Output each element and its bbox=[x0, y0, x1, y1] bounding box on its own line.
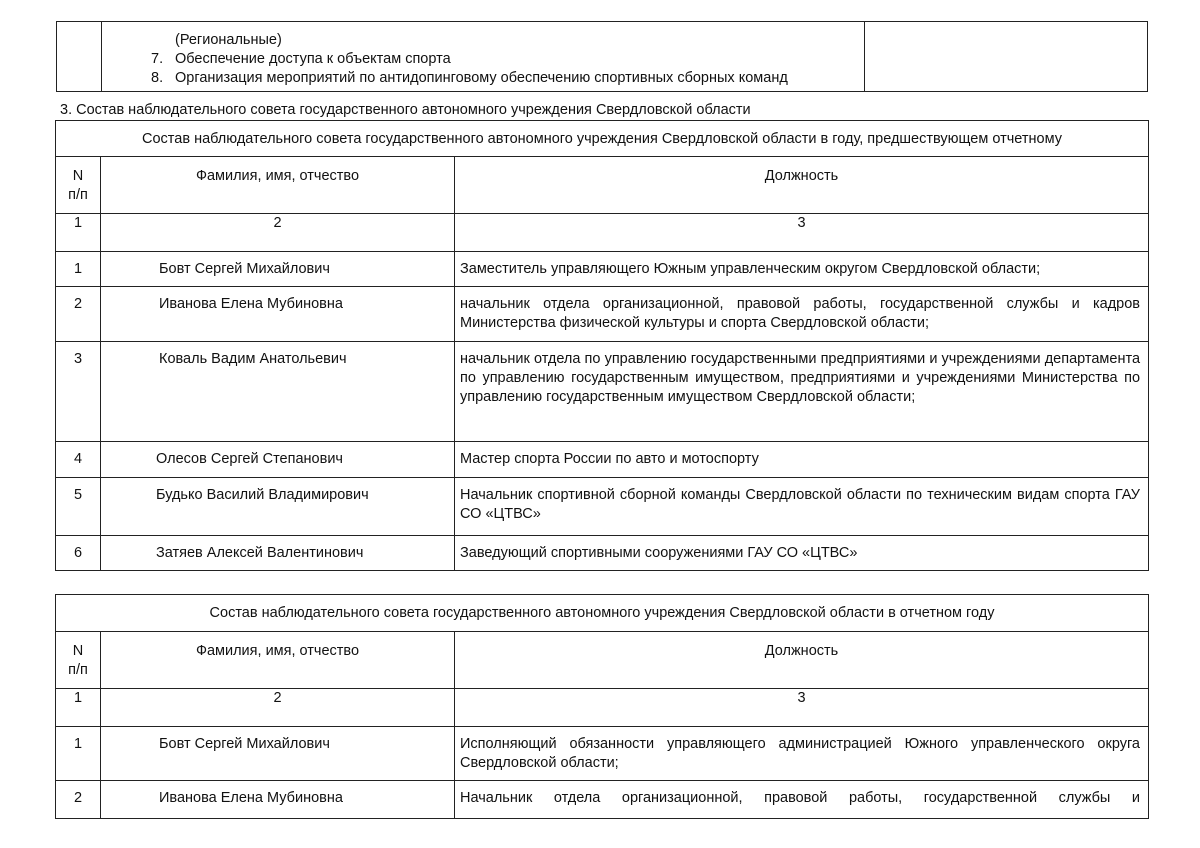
table-row bbox=[56, 536, 1149, 571]
header-num bbox=[56, 632, 101, 689]
row-position: Заведующий спортивными сооружениями ГАУ СО «ЦТВС» bbox=[455, 536, 1149, 571]
row-name: Иванова Елена Мубиновна bbox=[101, 287, 455, 342]
header-num-line2: п/п bbox=[68, 662, 88, 678]
row-position: начальник отдела по управлению государственными предприятиями и учреждениями департамента по управлению государственным имуществом, предприятиями и учреждениями Министерства по управлению государственным имуществом Свердловской области; bbox=[455, 342, 1149, 442]
row-position: начальник отдела организационной, правовой работы, государственной службы и кадров Министерства физической культуры и спорта Свердловской области; bbox=[455, 287, 1149, 342]
index-cell: 1 bbox=[56, 214, 101, 252]
header-num-line1: N bbox=[72, 168, 84, 184]
header-name: Фамилия, имя, отчество bbox=[101, 632, 455, 689]
header-num-line2: п/п bbox=[68, 187, 88, 203]
row-num: 2 bbox=[56, 287, 101, 342]
activities-continuation-text: (Региональные) bbox=[175, 32, 282, 48]
row-position: Заместитель управляющего Южным управленческим округом Свердловской области; bbox=[455, 252, 1149, 287]
activities-table-continuation bbox=[56, 21, 1148, 92]
board-previous-year-table bbox=[55, 120, 1149, 571]
table-row bbox=[56, 287, 1149, 342]
board-current-year-table bbox=[55, 594, 1149, 819]
section-title: 3. Состав наблюдательного совета государственного автономного учреждения Свердловской области bbox=[60, 102, 751, 118]
header-position: Должность bbox=[455, 157, 1149, 214]
table-row bbox=[56, 252, 1149, 287]
header-name: Фамилия, имя, отчество bbox=[101, 157, 455, 214]
index-cell: 1 bbox=[56, 689, 101, 727]
row-name: Бовт Сергей Михайлович bbox=[101, 727, 455, 781]
table-caption: Состав наблюдательного совета государственного автономного учреждения Свердловской области в году, предшествующем отчетному bbox=[56, 121, 1149, 157]
row-num: 2 bbox=[56, 781, 101, 819]
row-name: Бовт Сергей Михайлович bbox=[101, 252, 455, 287]
row-name: Будько Василий Владимирович bbox=[101, 478, 455, 536]
table-row bbox=[56, 727, 1149, 781]
row-position: Исполняющий обязанности управляющего администрацией Южного управленческого округа Свердловской области; bbox=[455, 727, 1149, 781]
header-num bbox=[56, 157, 101, 214]
table-row bbox=[56, 342, 1149, 442]
activities-item-num: 7. bbox=[151, 51, 164, 67]
activities-extra-cell bbox=[865, 22, 1148, 92]
header-num-line1: N bbox=[72, 643, 84, 659]
activities-item bbox=[151, 50, 864, 69]
row-position: Начальник отдела организационной, правовой работы, государственной службы и bbox=[455, 781, 1149, 819]
row-position: Начальник спортивной сборной команды Свердловской области по техническим видам спорта ГАУ СО «ЦТВС» bbox=[455, 478, 1149, 536]
activities-list bbox=[102, 22, 864, 88]
row-name: Иванова Елена Мубиновна bbox=[101, 781, 455, 819]
row-num: 1 bbox=[56, 252, 101, 287]
row-name: Затяев Алексей Валентинович bbox=[101, 536, 455, 571]
row-num: 6 bbox=[56, 536, 101, 571]
activities-item-num: 8. bbox=[151, 70, 164, 86]
row-name: Олесов Сергей Степанович bbox=[101, 442, 455, 478]
table-row bbox=[56, 781, 1149, 819]
table-row bbox=[56, 478, 1149, 536]
index-cell: 2 bbox=[101, 214, 455, 252]
index-cell: 2 bbox=[101, 689, 455, 727]
row-num: 1 bbox=[56, 727, 101, 781]
table-row bbox=[56, 442, 1149, 478]
activities-item bbox=[151, 69, 864, 88]
row-name: Коваль Вадим Анатольевич bbox=[101, 342, 455, 442]
row-num: 5 bbox=[56, 478, 101, 536]
index-cell: 3 bbox=[455, 689, 1149, 727]
activities-item-text: Организация мероприятий по антидопинговому обеспечению спортивных сборных команд bbox=[175, 70, 788, 86]
row-num: 4 bbox=[56, 442, 101, 478]
index-cell: 3 bbox=[455, 214, 1149, 252]
row-position: Мастер спорта России по авто и мотоспорту bbox=[455, 442, 1149, 478]
header-position: Должность bbox=[455, 632, 1149, 689]
activities-list-cell bbox=[102, 22, 865, 92]
table-caption: Состав наблюдательного совета государственного автономного учреждения Свердловской области в отчетном году bbox=[56, 595, 1149, 632]
row-num: 3 bbox=[56, 342, 101, 442]
activities-num-cell bbox=[57, 22, 102, 92]
activities-item-text: Обеспечение доступа к объектам спорта bbox=[175, 51, 451, 67]
